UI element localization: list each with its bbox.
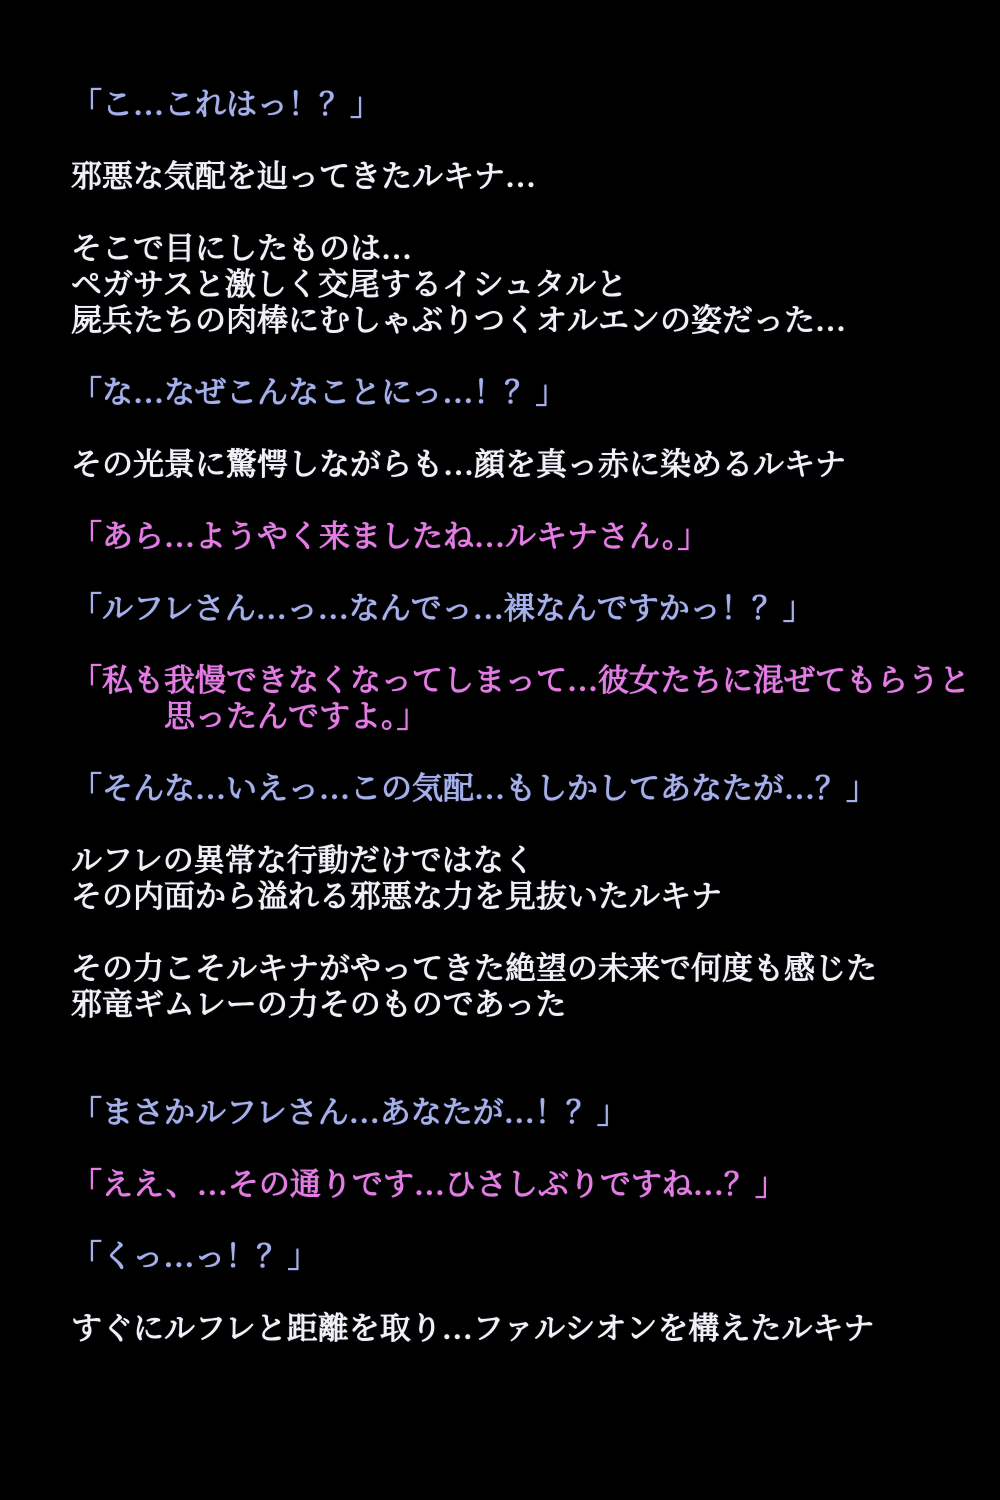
blank-line [71,339,960,375]
narration-line: 邪竜ギムレーの力そのものであった [71,987,567,1022]
dialogue-line: 「ルフレさん…っ…なんでっ…裸なんですかっ！？」 [71,591,814,626]
dialogue-line: 「な…なぜこんなことにっ…！？」 [71,375,567,410]
dialogue-line: 「あら…ようやく来ましたね…ルキナさん。」 [71,519,709,554]
blank-line [71,915,960,951]
story-text [71,87,970,1347]
blank-line [71,411,960,447]
narration-line: その光景に驚愕しながらも…顔を真っ赤に染めるルキナ [71,447,846,482]
narration-line: すぐにルフレと距離を取り…ファルシオンを構えたルキナ [71,1311,875,1346]
blank-line [71,123,960,159]
narration-line: ペガサスと激しく交尾するイシュタルと [71,267,628,302]
blank-line [71,627,960,663]
narration-line: 屍兵たちの肉棒にむしゃぶりつくオルエンの姿だった… [71,303,846,338]
dialogue-line: 「こ…これはっ！？」 [71,87,381,122]
blank-line [71,807,960,843]
narration-line: そこで目にしたものは… [71,231,412,266]
dialogue-line: 「まさかルフレさん…あなたが…！？」 [71,1095,628,1130]
blank-line [71,555,960,591]
blank-line [71,735,960,771]
dialogue-line: 「私も我慢できなくなってしまって…彼女たちに混ぜてもらうと [71,663,970,698]
blank-line [71,1203,960,1239]
blank-line [71,1275,960,1311]
blank-line [71,483,960,519]
dialogue-line: 思ったんですよ。」 [71,699,428,734]
blank-line [71,1023,960,1059]
blank-line [71,1059,960,1095]
dialogue-line: 「そんな…いえっ…この気配…もしかしてあなたが…？」 [71,771,877,806]
narration-line: ルフレの異常な行動だけではなく [71,843,535,878]
dialogue-line: 「くっ…っ！？」 [71,1239,319,1274]
blank-line [71,1131,960,1167]
narration-line: その内面から溢れる邪悪な力を見抜いたルキナ [71,879,722,914]
narration-line: 邪悪な気配を辿ってきたルキナ… [71,159,536,194]
blank-line [71,195,960,231]
narration-line: その力こそルキナがやってきた絶望の未来で何度も感じた [71,951,877,986]
dialogue-line: 「ええ、…その通りです…ひさしぶりですね…？」 [71,1167,786,1202]
